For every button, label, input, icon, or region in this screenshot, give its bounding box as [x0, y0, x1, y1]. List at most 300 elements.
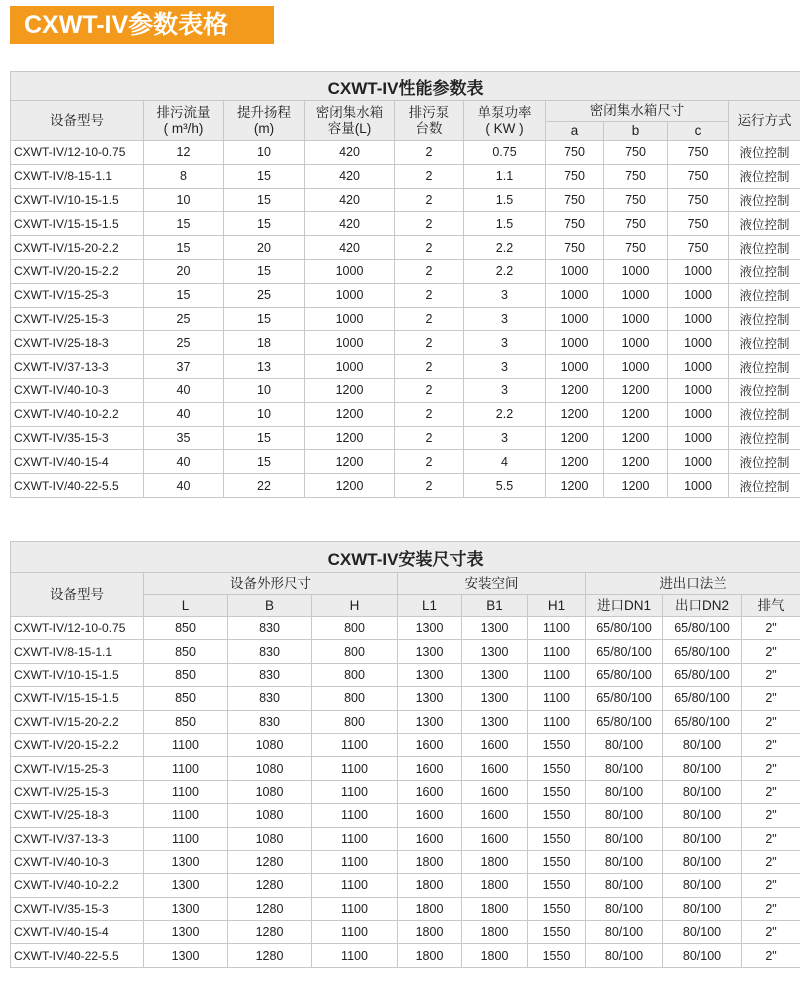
- table-cell: 2": [742, 780, 800, 803]
- table-row: [11, 663, 800, 686]
- table-cell: 1280: [228, 850, 312, 873]
- table-cell: 10: [224, 402, 305, 426]
- table-cell: 65/80/100: [663, 617, 742, 640]
- table-cell: 1100: [528, 710, 586, 733]
- table-cell: 1280: [228, 921, 312, 944]
- table-cell: 1800: [398, 921, 462, 944]
- table-cell: 80/100: [663, 944, 742, 967]
- table-cell: 2: [395, 474, 464, 498]
- model-cell: CXWT-IV/25-18-3: [11, 804, 144, 827]
- table-cell: 1800: [398, 897, 462, 920]
- table-cell: 1000: [668, 307, 729, 331]
- table-cell: 液位控制: [729, 450, 800, 474]
- table-cell: 2: [395, 331, 464, 355]
- table-cell: 750: [546, 141, 604, 165]
- table-cell: 1600: [462, 780, 528, 803]
- table-cell: 4: [464, 450, 546, 474]
- table-cell: 1200: [305, 474, 395, 498]
- table-row: [11, 236, 800, 260]
- table-row: [11, 687, 800, 710]
- performance-table-title: CXWT-IV性能参数表: [11, 72, 800, 101]
- table-row: [11, 283, 800, 307]
- table-cell: 1200: [305, 450, 395, 474]
- table-cell: 65/80/100: [586, 640, 663, 663]
- table-row: [11, 757, 800, 780]
- table-cell: 1000: [305, 307, 395, 331]
- table-cell: 液位控制: [729, 236, 800, 260]
- table-cell: 750: [668, 212, 729, 236]
- table-cell: 1550: [528, 733, 586, 756]
- col-dn2: 出口DN2: [663, 595, 742, 617]
- table-cell: 1100: [312, 827, 398, 850]
- table-cell: 2": [742, 757, 800, 780]
- table-cell: 液位控制: [729, 164, 800, 188]
- col-power: [464, 101, 546, 141]
- table-cell: 2: [395, 164, 464, 188]
- table-row: [11, 804, 800, 827]
- model-cell: CXWT-IV/20-15-2.2: [11, 259, 144, 283]
- table-cell: 15: [144, 283, 224, 307]
- table-cell: 1100: [312, 944, 398, 967]
- table-cell: 850: [144, 617, 228, 640]
- table-cell: 1300: [462, 640, 528, 663]
- table-cell: 5.5: [464, 474, 546, 498]
- col-H1: H1: [528, 595, 586, 617]
- table-cell: 1300: [462, 687, 528, 710]
- model-cell: CXWT-IV/40-10-2.2: [11, 874, 144, 897]
- table-cell: 80/100: [586, 897, 663, 920]
- table-cell: 1000: [668, 450, 729, 474]
- model-cell: CXWT-IV/12-10-0.75: [11, 617, 144, 640]
- table-cell: 1000: [305, 331, 395, 355]
- model-cell: CXWT-IV/40-15-4: [11, 921, 144, 944]
- table-cell: 420: [305, 141, 395, 165]
- table-row: [11, 710, 800, 733]
- table-cell: 850: [144, 663, 228, 686]
- col-B1: B1: [462, 595, 528, 617]
- table-cell: 1100: [312, 804, 398, 827]
- table-cell: 2: [395, 259, 464, 283]
- col-H: H: [312, 595, 398, 617]
- table-cell: 15: [224, 307, 305, 331]
- table-cell: 15: [144, 236, 224, 260]
- table-cell: 1300: [144, 897, 228, 920]
- col-mode: 运行方式: [729, 101, 800, 141]
- table-cell: 2: [395, 188, 464, 212]
- col-lift: [224, 101, 305, 141]
- table-cell: 80/100: [663, 874, 742, 897]
- model-cell: CXWT-IV/8-15-1.1: [11, 640, 144, 663]
- table-cell: 1200: [305, 378, 395, 402]
- table-cell: 1550: [528, 827, 586, 850]
- table-cell: 80/100: [586, 780, 663, 803]
- table-cell: 15: [224, 188, 305, 212]
- table-row: [11, 733, 800, 756]
- table-cell: 1600: [462, 804, 528, 827]
- table-cell: 1000: [546, 331, 604, 355]
- model-cell: CXWT-IV/15-20-2.2: [11, 236, 144, 260]
- table-cell: 2": [742, 710, 800, 733]
- table-cell: 800: [312, 640, 398, 663]
- table-cell: 750: [668, 236, 729, 260]
- table-cell: 420: [305, 212, 395, 236]
- table-cell: 80/100: [586, 827, 663, 850]
- table-cell: 1800: [462, 944, 528, 967]
- col-outer-dims: 设备外形尺寸: [144, 573, 398, 595]
- model-cell: CXWT-IV/40-10-3: [11, 378, 144, 402]
- table-cell: 液位控制: [729, 355, 800, 379]
- table-cell: 1300: [144, 921, 228, 944]
- table-row: [11, 640, 800, 663]
- table-cell: 1000: [668, 331, 729, 355]
- table-row: [11, 921, 800, 944]
- table-cell: 1100: [312, 780, 398, 803]
- table-cell: 1000: [668, 259, 729, 283]
- table-cell: 1300: [398, 640, 462, 663]
- table-cell: 3: [464, 283, 546, 307]
- table-cell: 8: [144, 164, 224, 188]
- table-cell: 1800: [462, 921, 528, 944]
- table-cell: 750: [604, 164, 668, 188]
- col-tank-size: 密闭集水箱尺寸: [546, 101, 729, 122]
- table-cell: 1100: [312, 874, 398, 897]
- table-row: [11, 212, 800, 236]
- table-cell: 40: [144, 378, 224, 402]
- table-row: [11, 355, 800, 379]
- table-row: [11, 450, 800, 474]
- table-cell: 液位控制: [729, 402, 800, 426]
- col-model: 设备型号: [11, 573, 144, 617]
- table-cell: 2: [395, 355, 464, 379]
- table-cell: 15: [224, 212, 305, 236]
- table-cell: 25: [224, 283, 305, 307]
- table-cell: 22: [224, 474, 305, 498]
- table-cell: 1300: [398, 663, 462, 686]
- table-cell: 420: [305, 236, 395, 260]
- table-cell: 750: [604, 236, 668, 260]
- table-cell: 1100: [312, 733, 398, 756]
- table-cell: 1200: [546, 402, 604, 426]
- table-cell: 1200: [604, 426, 668, 450]
- col-flow-unit: ( m³/h): [163, 120, 204, 136]
- table-row: [11, 617, 800, 640]
- table-cell: 1200: [305, 426, 395, 450]
- table-cell: 1000: [546, 307, 604, 331]
- table-cell: 液位控制: [729, 331, 800, 355]
- table-cell: 80/100: [663, 733, 742, 756]
- model-cell: CXWT-IV/35-15-3: [11, 426, 144, 450]
- table-cell: 65/80/100: [663, 710, 742, 733]
- table-cell: 10: [144, 188, 224, 212]
- table-cell: 1100: [144, 733, 228, 756]
- table-cell: 830: [228, 617, 312, 640]
- table-row: [11, 141, 800, 165]
- table-cell: 1080: [228, 827, 312, 850]
- table-cell: 850: [144, 710, 228, 733]
- table-cell: 1000: [546, 259, 604, 283]
- table-cell: 420: [305, 164, 395, 188]
- model-cell: CXWT-IV/40-22-5.5: [11, 474, 144, 498]
- table-cell: 750: [668, 188, 729, 212]
- table-cell: 37: [144, 355, 224, 379]
- table-cell: 1080: [228, 757, 312, 780]
- table-cell: 35: [144, 426, 224, 450]
- table-cell: 80/100: [663, 850, 742, 873]
- table-cell: 1200: [546, 474, 604, 498]
- table-cell: 1000: [668, 402, 729, 426]
- table-cell: 1000: [604, 331, 668, 355]
- table-cell: 800: [312, 710, 398, 733]
- model-cell: CXWT-IV/40-15-4: [11, 450, 144, 474]
- table-cell: 3: [464, 331, 546, 355]
- table-cell: 2: [395, 450, 464, 474]
- col-lift-label: 提升扬程: [237, 104, 291, 120]
- table-cell: 1000: [305, 355, 395, 379]
- table-cell: 0.75: [464, 141, 546, 165]
- table-cell: 1280: [228, 944, 312, 967]
- table-cell: 1000: [668, 426, 729, 450]
- table-cell: 1600: [462, 827, 528, 850]
- table-cell: 1000: [546, 283, 604, 307]
- table-cell: 2": [742, 944, 800, 967]
- table-cell: 1100: [528, 687, 586, 710]
- table-cell: 1000: [668, 474, 729, 498]
- table-cell: 830: [228, 640, 312, 663]
- table-cell: 1550: [528, 850, 586, 873]
- table-cell: 80/100: [663, 827, 742, 850]
- table-cell: 1000: [604, 307, 668, 331]
- table-cell: 65/80/100: [586, 617, 663, 640]
- col-pumps: [395, 101, 464, 141]
- table-cell: 液位控制: [729, 307, 800, 331]
- installation-table-body: [11, 617, 800, 968]
- model-cell: CXWT-IV/10-15-1.5: [11, 188, 144, 212]
- table-cell: 1550: [528, 897, 586, 920]
- table-cell: 80/100: [586, 733, 663, 756]
- table-cell: 1600: [398, 757, 462, 780]
- table-cell: 800: [312, 617, 398, 640]
- table-cell: 1100: [528, 617, 586, 640]
- col-a: a: [546, 122, 604, 141]
- model-cell: CXWT-IV/25-18-3: [11, 331, 144, 355]
- table-cell: 750: [604, 141, 668, 165]
- table-row: [11, 164, 800, 188]
- table-cell: 1000: [604, 355, 668, 379]
- table-row: [11, 897, 800, 920]
- table-cell: 1300: [462, 663, 528, 686]
- col-pumps-label: 排污泵: [408, 104, 450, 120]
- table-cell: 850: [144, 640, 228, 663]
- table-cell: 15: [144, 212, 224, 236]
- table-row: [11, 827, 800, 850]
- table-cell: 1300: [144, 850, 228, 873]
- table-cell: 1080: [228, 733, 312, 756]
- table-cell: 1000: [668, 378, 729, 402]
- model-cell: CXWT-IV/40-22-5.5: [11, 944, 144, 967]
- col-tank: [305, 101, 395, 141]
- col-flange: 进出口法兰: [586, 573, 800, 595]
- table-cell: 液位控制: [729, 141, 800, 165]
- col-c: c: [668, 122, 729, 141]
- table-cell: 1600: [462, 733, 528, 756]
- table-cell: 1280: [228, 897, 312, 920]
- table-cell: 10: [224, 378, 305, 402]
- table-cell: 1000: [305, 283, 395, 307]
- table-cell: 1300: [462, 617, 528, 640]
- page-banner: CXWT-IV参数表格: [10, 6, 274, 44]
- table-cell: 420: [305, 188, 395, 212]
- col-B: B: [228, 595, 312, 617]
- table-cell: 40: [144, 402, 224, 426]
- table-cell: 1550: [528, 921, 586, 944]
- table-cell: 2.2: [464, 402, 546, 426]
- table-cell: 2": [742, 874, 800, 897]
- table-cell: 液位控制: [729, 188, 800, 212]
- table-cell: 1800: [398, 874, 462, 897]
- table-cell: 1200: [546, 450, 604, 474]
- table-row: [11, 944, 800, 967]
- col-power-unit: ( KW ): [485, 120, 524, 136]
- table-cell: 830: [228, 687, 312, 710]
- table-cell: 830: [228, 710, 312, 733]
- table-cell: 15: [224, 164, 305, 188]
- table-cell: 750: [546, 164, 604, 188]
- table-cell: 1000: [604, 283, 668, 307]
- table-cell: 1100: [144, 827, 228, 850]
- table-cell: 1100: [312, 897, 398, 920]
- table-cell: 2": [742, 640, 800, 663]
- table-cell: 1300: [398, 687, 462, 710]
- performance-table: [10, 71, 800, 498]
- table-cell: 1550: [528, 944, 586, 967]
- table-cell: 80/100: [663, 757, 742, 780]
- table-cell: 2": [742, 733, 800, 756]
- table-row: [11, 402, 800, 426]
- table-cell: 65/80/100: [586, 687, 663, 710]
- table-cell: 2": [742, 850, 800, 873]
- table-cell: 750: [546, 236, 604, 260]
- table-cell: 1200: [604, 450, 668, 474]
- table-cell: 1550: [528, 780, 586, 803]
- table-cell: 3: [464, 307, 546, 331]
- table-cell: 1100: [312, 850, 398, 873]
- table-cell: 1800: [462, 874, 528, 897]
- table-cell: 2.2: [464, 236, 546, 260]
- col-install-space: 安装空间: [398, 573, 586, 595]
- table-cell: 40: [144, 474, 224, 498]
- table-cell: 2: [395, 426, 464, 450]
- table-cell: 20: [144, 259, 224, 283]
- model-cell: CXWT-IV/15-15-1.5: [11, 687, 144, 710]
- col-b: b: [604, 122, 668, 141]
- table-cell: 850: [144, 687, 228, 710]
- col-tank-label: 密闭集水箱: [315, 104, 384, 120]
- table-cell: 1080: [228, 804, 312, 827]
- table-cell: 2": [742, 663, 800, 686]
- table-cell: 3: [464, 426, 546, 450]
- table-cell: 65/80/100: [663, 640, 742, 663]
- table-cell: 1600: [398, 780, 462, 803]
- model-cell: CXWT-IV/25-15-3: [11, 307, 144, 331]
- table-cell: 液位控制: [729, 259, 800, 283]
- table-cell: 1100: [312, 921, 398, 944]
- table-cell: 2: [395, 283, 464, 307]
- col-power-label: 单泵功率: [477, 104, 532, 120]
- table-cell: 1800: [462, 850, 528, 873]
- table-cell: 80/100: [586, 874, 663, 897]
- table-cell: 750: [604, 212, 668, 236]
- table-cell: 800: [312, 687, 398, 710]
- model-cell: CXWT-IV/40-10-3: [11, 850, 144, 873]
- table-cell: 2: [395, 141, 464, 165]
- col-vent: 排气: [742, 595, 800, 617]
- table-cell: 液位控制: [729, 426, 800, 450]
- table-cell: 80/100: [663, 921, 742, 944]
- table-cell: 液位控制: [729, 474, 800, 498]
- table-cell: 40: [144, 450, 224, 474]
- table-cell: 2": [742, 827, 800, 850]
- model-cell: CXWT-IV/15-15-1.5: [11, 212, 144, 236]
- col-tank-unit: 容量(L): [327, 120, 372, 136]
- table-cell: 1600: [398, 827, 462, 850]
- table-cell: 1200: [604, 378, 668, 402]
- table-cell: 1280: [228, 874, 312, 897]
- installation-table: [10, 541, 800, 968]
- table-cell: 65/80/100: [663, 663, 742, 686]
- model-cell: CXWT-IV/37-13-3: [11, 355, 144, 379]
- table-row: [11, 426, 800, 450]
- model-cell: CXWT-IV/12-10-0.75: [11, 141, 144, 165]
- performance-table-body: [11, 141, 800, 498]
- table-cell: 10: [224, 141, 305, 165]
- table-cell: 750: [546, 188, 604, 212]
- table-cell: 1100: [312, 757, 398, 780]
- table-cell: 1100: [528, 663, 586, 686]
- table-cell: 1100: [144, 757, 228, 780]
- table-cell: 1300: [144, 874, 228, 897]
- table-cell: 830: [228, 663, 312, 686]
- col-flow: [144, 101, 224, 141]
- table-cell: 18: [224, 331, 305, 355]
- table-cell: 1300: [144, 944, 228, 967]
- model-cell: CXWT-IV/15-20-2.2: [11, 710, 144, 733]
- table-cell: 2": [742, 804, 800, 827]
- model-cell: CXWT-IV/15-25-3: [11, 757, 144, 780]
- table-cell: 1.5: [464, 212, 546, 236]
- table-cell: 1200: [546, 378, 604, 402]
- table-cell: 1200: [604, 474, 668, 498]
- model-cell: CXWT-IV/15-25-3: [11, 283, 144, 307]
- table-cell: 2: [395, 212, 464, 236]
- model-cell: CXWT-IV/37-13-3: [11, 827, 144, 850]
- model-cell: CXWT-IV/20-15-2.2: [11, 733, 144, 756]
- table-cell: 750: [546, 212, 604, 236]
- table-cell: 1100: [144, 804, 228, 827]
- table-row: [11, 188, 800, 212]
- table-cell: 1300: [398, 617, 462, 640]
- table-cell: 1.5: [464, 188, 546, 212]
- table-cell: 2": [742, 617, 800, 640]
- table-cell: 750: [668, 164, 729, 188]
- table-cell: 65/80/100: [586, 710, 663, 733]
- col-lift-unit: (m): [253, 120, 275, 136]
- table-cell: 1.1: [464, 164, 546, 188]
- col-flow-label: 排污流量: [156, 104, 211, 120]
- table-row: [11, 780, 800, 803]
- table-cell: 1600: [398, 804, 462, 827]
- table-cell: 1000: [668, 355, 729, 379]
- table-cell: 2": [742, 921, 800, 944]
